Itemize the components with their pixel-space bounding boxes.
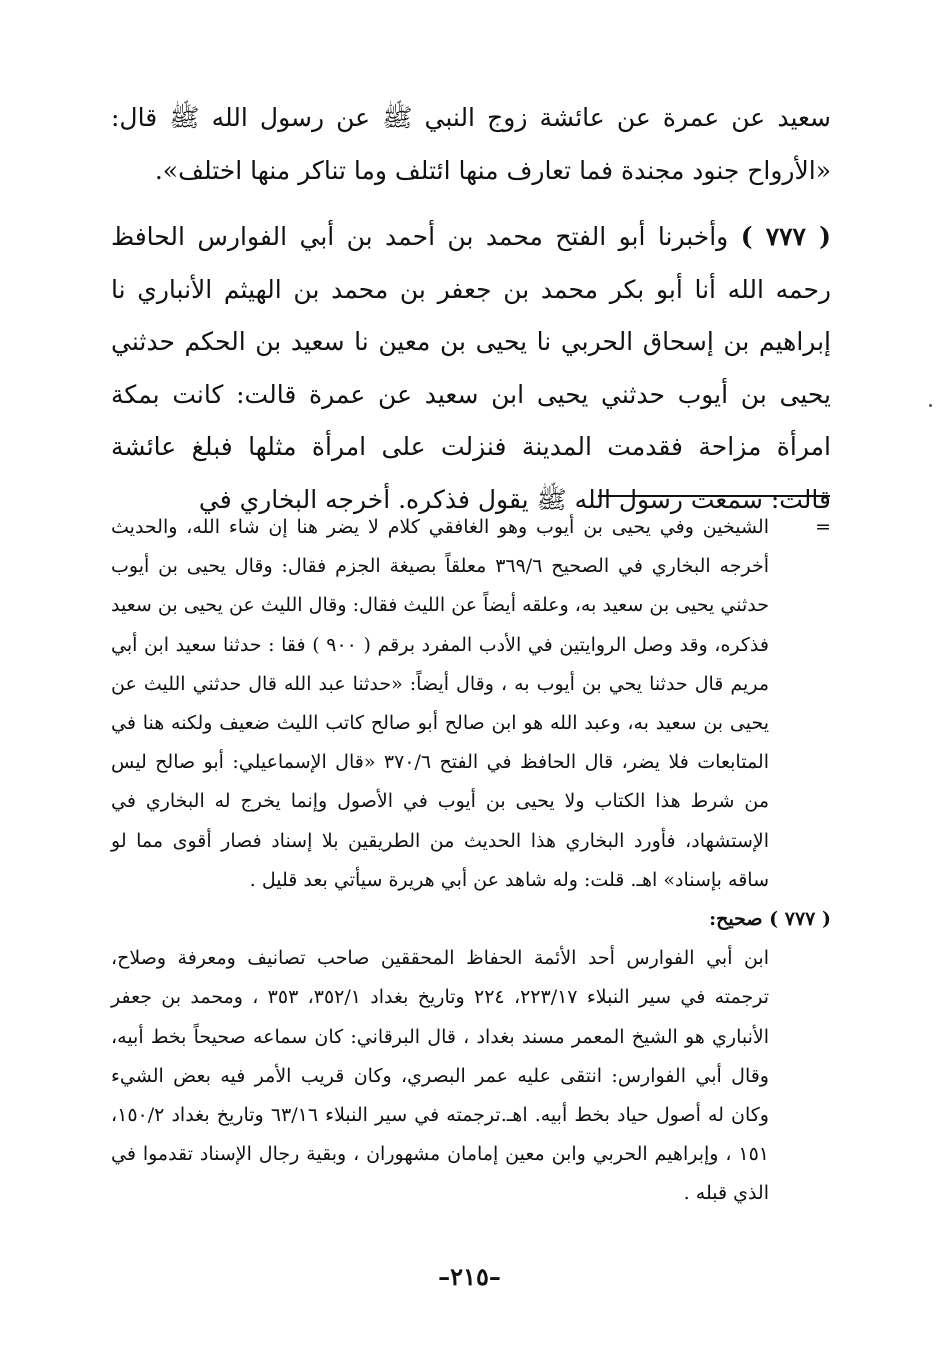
main-text — [111, 92, 831, 526]
hadith-number: ( ٧٧٧ ) — [740, 222, 831, 251]
footnote-heading: ( ٧٧٧ ) صحيح: — [709, 908, 831, 931]
footnote-body: ابن أبي الفوارس أحد الأئمة الحفاظ المحققين صاحب تصانيف ومعرفة وصلاح، ترجمته في سير النبلاء ٢٢٣/١٧، ٢٢٤ وتاريخ بغداد ٣٥٢/١، ٣٥٣ ، ومحمد بن جعفر الأنباري هو الشيخ المعمر مسند بغداد ، قال البرقاني: كان سماعه صحيحاً بخط أبيه، وقال أبي الفوارس: انتقى عليه عمر البصري، وكان قريب الأمر فيه بعض الشيء وكان له أصول حياد بخط أبيه. اهـ.ترجمته في سير النبلاء ٦٣/١٦ وتاريخ بغداد ١٥٠/٢، ١٥١ ، وإبراهيم الحربي وابن معين إمامان مشهوران ، وبقية رجال الإسناد تقدموا في الذي قبله . — [111, 947, 769, 1205]
main-paragraph-2 — [111, 211, 831, 526]
main-paragraph-1: سعيد عن عمرة عن عائشة زوج النبي ﷺ عن رسول الله ﷺ قال: «الأرواح جنود مجندة فما تعارف منها ائتلف وما تناكر منها اختلف». — [111, 103, 831, 185]
page-number: –٢١٥– — [438, 1262, 501, 1291]
footnote-continuation-text: الشيخين وفي يحيى بن أيوب وهو الغافقي كلام لا يضر هنا إن شاء الله، والحديث أخرجه البخاري في الصحيح ٣٦٩/٦ معلقاً بصيغة الجزم فقال: وقال يحيى بن أيوب حدثني يحيى بن سعيد به، وعلقه أيضاً عن الليث فقال: وقال الليث عن يحيى بن سعيد فذكره، وقد وصل الروايتين في الأدب المفرد برقم ( ٩٠٠ ) فقا : حدثنا سعيد ابن أبي مريم قال حدثنا يحي بن أيوب به ، وقال أيضاً: «حدثنا عبد الله قال حدثني الليث عن يحيى بن سعيد به، وعبد الله هو ابن صالح أبو صالح كاتب الليث ضعيف ولكنه هنا في المتابعات فلا يضر، قال الحافظ في الفتح ٣٧٠/٦ «قال الإسماعيلي: أبو صالح ليس من شرط هذا الكتاب ولا يحيى بن أيوب في الأصول وإنما يخرج له البخاري في الإستشهاد، فأورد البخاري هذا الحديث من الطريقين بلا إسناد فصار أقوى مما لو ساقه بإسناد» اهـ. قلت: وله شاهد عن أبي هريرة سيأتي بعد قليل . — [111, 516, 770, 891]
footnote-continuation — [111, 508, 831, 900]
hadith-text: وأخبرنا أبو الفتح محمد بن أحمد بن أبي الفوارس الحافظ رحمه الله أنا أبو بكر محمد بن جعفر بن محمد بن الهيثم الأنباري نا إبراهيم بن إسحاق الحربي نا يحيى بن معين نا سعيد بن الحكم حدثني يحيى بن أيوب حدثني يحيى ابن سعيد عن عمرة قالت: كانت بمكة امرأة مزاحة فقدمت المدينة فنزلت على امرأة مثلها فبلغ عائشة قالت: سمعت رسول الله ﷺ يقول فذكره. أخرجه البخاري في — [111, 222, 831, 514]
paragraph-gap — [111, 197, 831, 211]
footnote-divider — [598, 495, 830, 497]
continuation-marker: = — [815, 516, 831, 538]
margin-speck — [929, 404, 932, 407]
footnotes — [111, 508, 831, 1214]
